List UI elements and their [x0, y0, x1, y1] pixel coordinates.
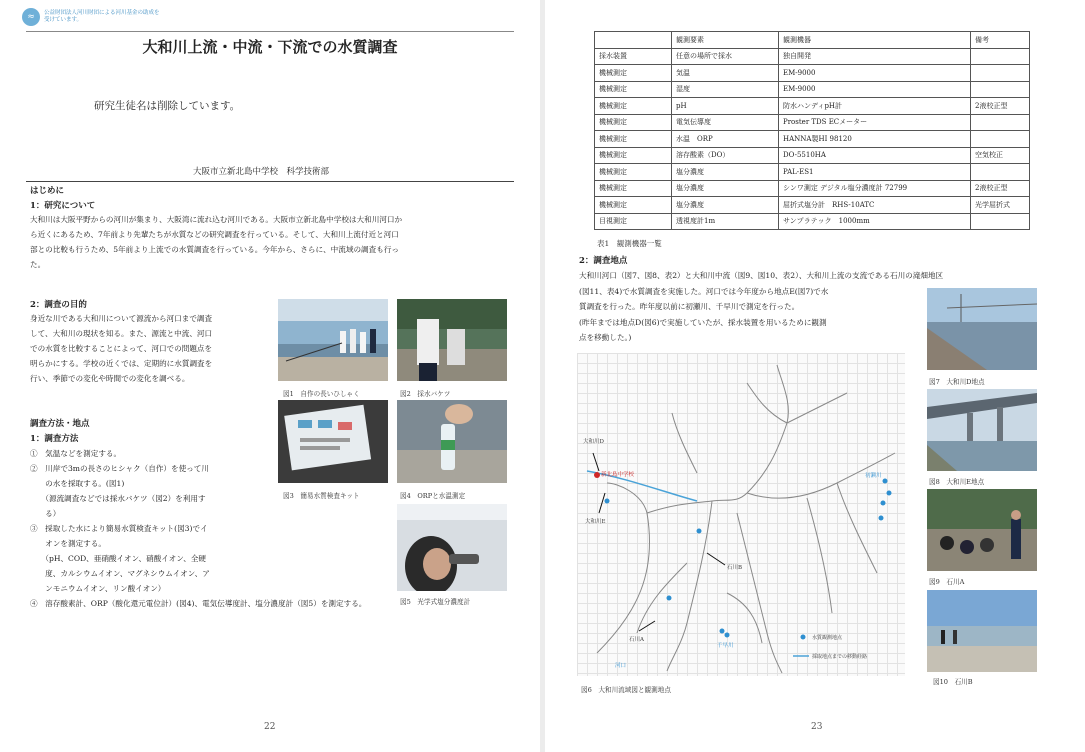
fig8-photo [927, 389, 1037, 471]
table-cell: 溶存酸素（DO） [672, 147, 779, 164]
table-cell: Proster TDS ECメーター [779, 114, 971, 131]
table-cell: HANNA製HI 98120 [779, 131, 971, 148]
table-cell: 独自開発 [779, 48, 971, 65]
table-cell: 防水ハンディpH計 [779, 98, 971, 115]
table-cell: 光学屈折式 [971, 197, 1030, 214]
purpose-line: 行い、季節での変化や時間での変化を調べる。 [30, 374, 190, 383]
fig5-photo [397, 504, 507, 591]
table-cell: DO-5510HA [779, 147, 971, 164]
table-row [595, 164, 1030, 181]
table-cell [971, 164, 1030, 181]
table-cell: 屈折式塩分計 RHS-10ATC [779, 197, 971, 214]
fig7-photo [927, 288, 1037, 370]
purpose-line: での水質を比較することによって、河口での問題点を [30, 344, 213, 353]
fig4-photo [397, 400, 507, 483]
points-line: (図11、表4)で水質調査を実施した。河口では今年度から地点E(図7)で水 [579, 286, 829, 296]
page-right [545, 0, 1085, 752]
method-item: （源流調査などでは採水バケツ（図2）を利用す [30, 494, 206, 503]
authors-note: 研究生徒名は削除しています。 [94, 100, 241, 112]
table-cell: 機械測定 [595, 197, 672, 214]
fig1-photo [278, 299, 388, 381]
river-fund-logo [22, 8, 164, 26]
map-label-chihaya: 千早川 [717, 643, 734, 649]
table-cell [971, 131, 1030, 148]
page-title: 大和川上流・中流・下流での水質調査 [142, 38, 398, 56]
research-paragraph [30, 212, 516, 272]
table-cell: 機械測定 [595, 131, 672, 148]
table-cell: シンワ測定 デジタル塩分濃度計 72799 [779, 180, 971, 197]
table-cell: 2液校正型 [971, 98, 1030, 115]
points-heading: 2：調査地点 [579, 256, 628, 266]
table-cell: 気温 [672, 65, 779, 82]
river-basin-map [577, 353, 905, 676]
equipment-table [594, 31, 1030, 230]
page-number-right: 23 [811, 722, 823, 732]
method-item: の水を採取する。(図1) [30, 479, 125, 488]
purpose-line: 明らかにする。学校の近くでは、定期的に水質調査を [30, 359, 213, 368]
map-label-estuary: 河口 [615, 663, 627, 669]
fig9-photo [927, 489, 1037, 571]
fig10-caption: 図10 石川B [933, 678, 973, 686]
points-line: 大和川河口（図7、図8、表2）と大和川中流（図9、図10、表2）、大和川上流の支流である石川の滝畑地区 [579, 271, 944, 280]
table-cell [971, 81, 1030, 98]
method-item: ① 気温などを測定する。 [30, 449, 122, 458]
table-cell: PAL-ES1 [779, 164, 971, 181]
table-row [595, 147, 1030, 164]
method-item: ③ 採取した水により簡易水質検査キット(図3)でイ [30, 524, 208, 533]
fig4-caption: 図4 ORPと水温測定 [400, 492, 466, 500]
table-cell: 機械測定 [595, 147, 672, 164]
map-label-point-d: 大和川D [583, 439, 604, 445]
points-line: 点を移動した。) [579, 333, 632, 342]
river-logo-icon: ≈ [22, 8, 40, 26]
river-network [577, 353, 905, 676]
table-cell [971, 65, 1030, 82]
map-label-point-e: 大和川E [585, 519, 606, 525]
intro-heading: はじめに [30, 186, 65, 196]
method-item: （pH、COD、亜硝酸イオン、硝酸イオン、全硬 [30, 554, 207, 563]
table-cell: 塩分濃度 [672, 197, 779, 214]
school-name: 大阪市立新北島中学校 科学技術部 [193, 167, 330, 177]
fig6-caption: 図6 大和川流域図と観測地点 [581, 686, 671, 694]
research-line: 大和川は大阪平野からの河川が集まり、大阪湾に流れ込む河川である。大阪市立新北島中学校は大和川河口か [30, 215, 403, 224]
map-label-hatsuse: 初瀬川 [865, 473, 882, 479]
fig1-caption: 図1 自作の長いひしゃく [283, 390, 360, 398]
table-cell [971, 213, 1030, 230]
fig2-photo [397, 299, 507, 381]
table-caption: 表1 観測機器一覧 [597, 239, 662, 248]
research-line: た。 [30, 260, 46, 269]
points-line: 質調査を行った。昨年度以前に初瀬川、千早川で測定を行った。 [579, 302, 800, 311]
fig3-photo [278, 400, 388, 483]
table-row [595, 180, 1030, 197]
table-header-row [595, 32, 1030, 49]
page-number-left: 22 [264, 722, 276, 732]
table-row [595, 81, 1030, 98]
table-cell: 目視測定 [595, 213, 672, 230]
method-item: ンモニウムイオン、リン酸イオン） [30, 584, 166, 593]
logo-caption: 公益財団法人河川財団による河川基金の助成を受けています。 [44, 10, 160, 23]
table-row [595, 114, 1030, 131]
table-row [595, 131, 1030, 148]
table-cell: pH [672, 98, 779, 115]
table-cell: 任意の場所で採水 [672, 48, 779, 65]
methods-subheading: 1：調査方法 [30, 434, 79, 444]
table-cell: 水温 ORP [672, 131, 779, 148]
table-cell: 塩分濃度 [672, 164, 779, 181]
table-cell: 観測機器 [779, 32, 971, 49]
map-legend-route: 採取地点までの移動経路 [812, 654, 868, 660]
table-cell: EM-9000 [779, 65, 971, 82]
research-line: 部との比較も行うため、5年前より上流での水質調査を行っている。今年から、さらに、中流域の調査も行っ [30, 245, 400, 254]
map-legend-points: 水質観測地点 [812, 635, 843, 641]
table-cell: 採水装置 [595, 48, 672, 65]
table-cell: 機械測定 [595, 98, 672, 115]
purpose-line: して、大和川の現状を知る。また、源流と中流、河口 [30, 329, 213, 338]
table-cell: EM-9000 [779, 81, 971, 98]
table-cell: 備考 [971, 32, 1030, 49]
table-row [595, 98, 1030, 115]
table-cell: 観測要素 [672, 32, 779, 49]
method-item: ④ 溶存酸素計、ORP（酸化還元電位計）(図4)、電気伝導度計、塩分濃度計（図5）を測定する。 [30, 599, 367, 608]
purpose-line: 身近な川である大和川について源流から河口まで調査 [30, 314, 213, 323]
map-label-school: 新北島中学校 [601, 472, 635, 478]
table-cell: 機械測定 [595, 81, 672, 98]
table-row [595, 48, 1030, 65]
method-item: オンを測定する。 [30, 539, 106, 548]
section-rule [26, 181, 514, 182]
map-label-ishikawa-a: 石川A [629, 637, 644, 643]
fig10-photo [927, 590, 1037, 672]
fig2-caption: 図2 採水バケツ [400, 390, 451, 398]
table-cell: 湿度 [672, 81, 779, 98]
fig5-caption: 図5 光学式塩分濃度計 [400, 598, 471, 606]
fig9-caption: 図9 石川A [929, 578, 965, 586]
table-cell: 透視度計1m [672, 213, 779, 230]
fig7-caption: 図7 大和川D地点 [929, 378, 985, 386]
table-cell [971, 114, 1030, 131]
purpose-heading: 2：調査の目的 [30, 300, 87, 310]
research-line: ら近くにあるため、7年前より先輩たちが水質などの研究調査を行っている。そして、大和川上流付近と河口 [30, 230, 399, 239]
method-item: ② 川岸で3mの長さのヒシャク（自作）を使って川 [30, 464, 209, 473]
table-cell: 機械測定 [595, 180, 672, 197]
method-item: る） [30, 509, 61, 518]
fig3-caption: 図3 簡易水質検査キット [283, 492, 360, 500]
fig8-caption: 図8 大和川E地点 [929, 478, 985, 486]
table-cell: 機械測定 [595, 65, 672, 82]
table-cell: 機械測定 [595, 114, 672, 131]
table-cell: 空気校正 [971, 147, 1030, 164]
map-label-ishikawa-b: 石川B [727, 565, 743, 571]
table-cell: 機械測定 [595, 164, 672, 181]
table-row [595, 197, 1030, 214]
purpose-paragraph [30, 311, 275, 386]
table-cell [595, 32, 672, 49]
points-line: (昨年までは地点D(図6)で実施していたが、採水装置を用いるために観測 [579, 317, 827, 327]
table-cell: 塩分濃度 [672, 180, 779, 197]
methods-heading: 調査方法・地点 [30, 419, 90, 429]
research-heading: 1：研究について [30, 201, 96, 211]
table-row [595, 213, 1030, 230]
page-left [0, 0, 540, 752]
table-cell: 電気伝導度 [672, 114, 779, 131]
table-row [595, 65, 1030, 82]
method-item: 度、カルシウムイオン、マグネシウムイオン、ア [30, 569, 210, 578]
table-cell: 2液校正型 [971, 180, 1030, 197]
header-rule [26, 31, 514, 32]
table-cell: サンプラテック 1000mm [779, 213, 971, 230]
table-cell [971, 48, 1030, 65]
map-legend [793, 635, 809, 657]
